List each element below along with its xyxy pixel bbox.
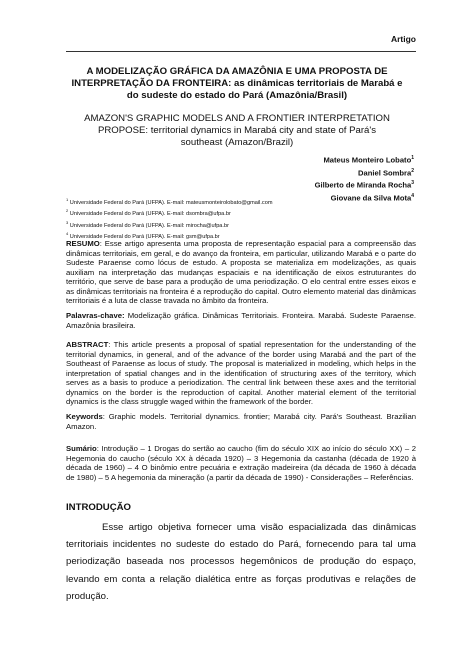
keywords-label: Keywords [66, 412, 103, 421]
intro-text: Esse artigo objetiva fornecer uma visão espacializada das dinâmicas territoriais incidentes no sudeste do estado do Pará, fornecendo para tal uma periodização baseada nos processos hegemônicos de produção do espaço, levando em conta a relação dialética entre as forças produtivas e relações de produção. [66, 522, 416, 602]
intro-heading: INTRODUÇÃO [66, 502, 132, 513]
affiliation-list [66, 196, 272, 242]
sumario-text: : Introdução – 1 Drogas do sertão ao caucho (fim do século XIX ao início do século XX) – 2 Hegemonia do caucho (século XX à década 1920) – 3 Hegemonia da castanha (década de 1920 à década de 1960) – 4 O binômio entre pecuária e extração madeireira (da década de 1960 à década de 1980) – 5 A hegemonia da mineração (a partir da década de 1990) - Considerações – Referências. [66, 444, 416, 482]
section-label: Artigo [390, 34, 416, 44]
affiliation: $^1$ Universidade Federal do Pará (UFPA). E-mail: mateusmonteirolobato@gmail.com [66, 197, 273, 206]
palavras-chave-paragraph [66, 311, 416, 330]
sumario-label: Sumário [66, 444, 97, 453]
title-portuguese: A MODELIZAÇÃO GRÁFICA DA AMAZÔNIA E UMA PROPOSTA DE INTERPRETAÇÃO DA FRONTEIRA: as dinâmicas territoriais de Marabá e do sudeste do estado do Pará (Amazônia/Brasil) [71, 66, 403, 102]
author: Daniel Sombra$^2$ [358, 167, 414, 178]
keywords-paragraph [66, 412, 416, 431]
resumo-paragraph [66, 239, 416, 306]
abstract-text: : This article presents a proposal of spatial representation for the understanding of the territorial dynamics, in general, and of the advance of the border using Marabá and the part of the Southeast of Paraense as locus of study. The proposal is materialized in modeling, which helps in the interpretation of spatial changes and in the identification of structuring axes of the territory, which serves as a basis to produce a periodization. The central link between these axes and the territorial dynamics on the border is the reproduction of capital. Another material element of the territorial dynamics is the class struggle waged within the framework of the border. [66, 340, 416, 407]
intro-paragraph [66, 519, 416, 605]
author: Mateus Monteiro Lobato$^1$ [323, 155, 414, 165]
keywords-text: : Graphic models. Territorial dynamics. frontier; Marabá city. Pará's Southeast. Brazilian Amazon. [66, 412, 416, 431]
header-rule [66, 51, 416, 52]
author-list [315, 153, 414, 203]
affiliation: $^3$ Universidade Federal do Pará (UFPA). E-mail: mirocha@ufpa.br [66, 219, 229, 229]
resumo-label: RESUMO [66, 239, 100, 248]
palavras-chave-label: Palavras-chave: [66, 311, 125, 320]
abstract-paragraph [66, 340, 416, 407]
affiliation: $^4$ Universidade Federal do Pará (UFPA). E-mail: gsm@ufpa.br [66, 231, 220, 241]
abstract-label: ABSTRACT [66, 340, 109, 349]
title-english: AMAZON'S GRAPHIC MODELS AND A FRONTIER INTERPRETATION PROPOSE: territorial dynamics in Marabá city and state of Pará's southeast (Amazon/Brazil) [84, 113, 390, 149]
author: Gilberto de Miranda Rocha$^3$ [314, 180, 414, 190]
sumario-paragraph [66, 444, 416, 482]
palavras-chave-text: Modelização gráfica. Dinâmicas Territoriais. Fronteira. Marabá. Sudeste Paraense. Amazônia brasileira. [66, 311, 416, 330]
resumo-text: : Esse artigo apresenta uma proposta de representação espacial para a compreensão das dinâmicas territoriais, em geral, e do avanço da fronteira, em particular, utilizando Marabá e o parte do Sudeste Paraense como lócus de estudo. A proposta se materializa em modelizações, as quais auxiliam na interpretação das mudanças espaciais e na identificação de eixos estruturantes do território, que serve de base para a produção de uma periodização. O elo central entre esses eixos e as dinâmicas territoriais na fronteira é a reprodução do capital. Outro elemento material das dinâmicas territoriais é a luta de classe travada no âmbito da fronteira. [66, 239, 416, 306]
affiliation: $^2$ Universidade Federal do Pará (UFPA). E-mail: dsombra@ufpa.br [66, 208, 231, 218]
author: Giovane da Silva Mota$^4$ [330, 192, 414, 203]
